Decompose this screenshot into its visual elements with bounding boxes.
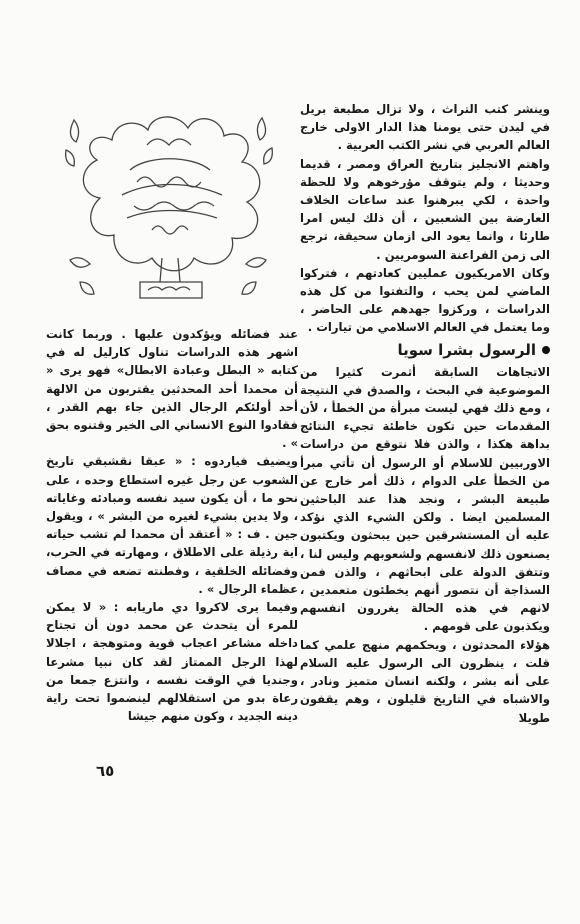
left-paragraph-3: وفيما يرى لاكروا دي ماريابه : « لا يمكن للمرء أن يتحدث عن محمد دون أن تجتاح داخله مشاعر اعجاب قوية ومتوهجة ، اجلالا لهذا الرجل الممتاز لقد كان نبيا مشرعا وجنديا في الوقت نفسه ، وانتزع جمعا من رعاة بدو من استقلالهم لينضموا تحت راية دينه الجديد ، وكون منهم جيشا bbox=[46, 600, 298, 724]
left-paragraph-2: ويضيف فياردوه : « عبقا نقشبقي تاريخ الشعوب عن رجل غيره استطاع وحده ، على نحو ما ، أن يكون سيد نفسه ومبادئه وغاياته ، ولا يدين بشيء لغيره من البشر » ، ويقول جين . ف : « أعتقد أن محمدا لم تشب حياته اية رذيلة على الاطلاق ، ومهارته في الحرب، وفضائله الخلقية ، وفطنته تضعه في مصاف عظماء الرجال » . bbox=[46, 454, 298, 596]
page-number: ٦٥ bbox=[96, 762, 115, 780]
right-paragraph-2: واهتم الانجليز بتاريخ العراق ومصر ، قديما وحديثا ، ولم يتوقف مؤرخوهم ولا للحظة واحدة ، لكي يبرهنوا عند ساعات الخلاف العارضة بين الشعبين ، أن ذلك ليس امرا طارئا ، وانما يعود الى ازمان سحيقة، ترجع الى زمن الفراعنة السومريين . bbox=[300, 156, 550, 262]
right-column bbox=[300, 100, 550, 727]
left-paragraph-1: عند فضائله ويؤكدون عليها . وربما كانت اشهر هذه الدراسات تناول كارليل له في كتابه « البطل وعبادة الابطال» فهو يرى « أن محمدا أحد المحدثين يقتربون من الالهة أحد أولئكم الرجال الذين جاء بهم القدر ، فقادوا النوع الانساني الى الخير وقتنوه بحق » . bbox=[46, 327, 298, 451]
section-heading-text: الرسول بشرا سويا bbox=[397, 340, 536, 359]
right-paragraph-5: هؤلاء المحدثون ، ويحكمهم منهج علمي كما قلت ، ينظرون الى الرسول عليه السلام على أنه بشر ، ولكنه انسان متميز ونادر ، والاشباه في التاريخ قليلون ، وهم يقفون طويلا bbox=[300, 637, 550, 725]
right-paragraph-4: الاتجاهات السابقة أثمرت كثيرا من الموضوعية في البحث ، والصدق في النتيجة ، ومع ذلك فهي ليست مبرأة من الخطأ ، لأن المقدمات حين تكون خاطئة تجيء النتائج بداهة هكذا ، والذن فلا نتوقع من دراسات الاوربيين للاسلام أو الرسول أن تأتي مبرأ من الخطأ على الدوام ، ذلك أمر خارج عن طبيعة البشر ، ونجد هذا عند الباحثين المسلمين ايضا . ولكن الشيء الذي نؤكد عليه أن المستشرقين حين يبحثون ويكتبون يصنعون ذلك لانفسهم ولشعوبهم وليس لنا ، وتتفق الدولة على ابحاثهم ، والذن فمن السذاجة أن نتصور أنهم يخطئون متعمدين ، لانهم في هذه الحالة يغررون انفسهم ويكذبون على قومهم . bbox=[300, 364, 550, 634]
section-heading bbox=[300, 339, 550, 361]
right-paragraph-3: وكان الامريكيون عمليين كعادتهم ، فتركوا الماضي لمن يحب ، والتفتوا من كل هذه الدراسات ، وركزوا جهدهم على الحاضر ، وما يعتمل في العالم الاسلامي من تيارات . bbox=[300, 265, 550, 335]
bullet-icon bbox=[542, 346, 550, 354]
calligraphy-ornament-icon bbox=[52, 100, 288, 315]
right-paragraph-1: وينشر كتب التراث ، ولا تزال مطبعة بريل في ليدن حتى يومنا هذا الدار الاولى خارج العالم العربي في نشر الكتب العربية . bbox=[300, 102, 550, 153]
left-column bbox=[46, 325, 298, 725]
